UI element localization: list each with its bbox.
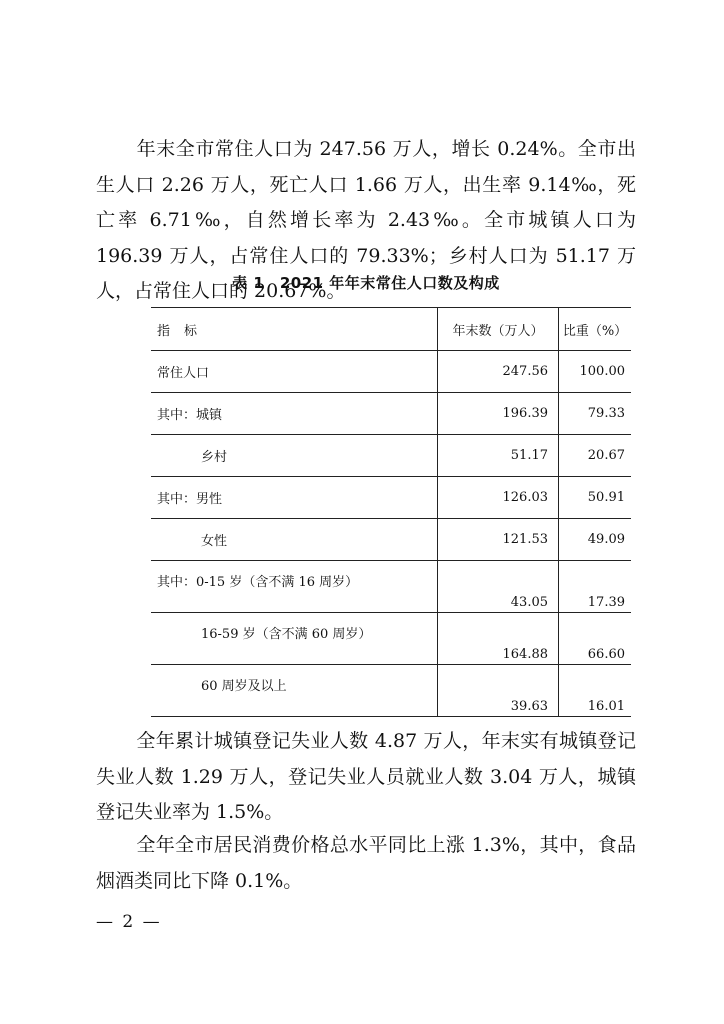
table-row <box>151 351 631 393</box>
paragraph-unemployment-text: 全年累计城镇登记失业人数 4.87 万人，年末实有城镇登记失业人数 1.29 万人，登记失业人员就业人数 3.04 万人，城镇登记失业率为 1.5%。 <box>96 730 636 823</box>
row-value: 196.39 <box>438 393 559 435</box>
row-value: 51.17 <box>438 435 559 477</box>
row-label: 60 周岁及以上 <box>151 665 438 717</box>
row-value: 126.03 <box>438 477 559 519</box>
table-row <box>151 613 631 665</box>
table-row <box>151 393 631 435</box>
row-share: 17.39 <box>559 561 632 613</box>
row-share: 100.00 <box>559 351 632 393</box>
page-number: — 2 — <box>96 912 162 932</box>
row-share: 20.67 <box>559 435 632 477</box>
row-share: 50.91 <box>559 477 632 519</box>
row-value: 39.63 <box>438 665 559 717</box>
table-row <box>151 561 631 613</box>
row-label: 其中：男性 <box>151 477 438 519</box>
paragraph-unemployment <box>96 724 636 831</box>
row-share: 79.33 <box>559 393 632 435</box>
row-share: 66.60 <box>559 613 632 665</box>
row-value: 247.56 <box>438 351 559 393</box>
row-value: 121.53 <box>438 519 559 561</box>
header-year-end: 年末数（万人） <box>438 308 559 351</box>
row-label: 其中：城镇 <box>151 393 438 435</box>
row-label: 乡村 <box>151 435 438 477</box>
row-label: 常住人口 <box>151 351 438 393</box>
row-value: 43.05 <box>438 561 559 613</box>
population-table <box>151 307 631 717</box>
table-row <box>151 435 631 477</box>
row-value: 164.88 <box>438 613 559 665</box>
table-caption: 表 1 2021 年年末常住人口数及构成 <box>232 274 500 292</box>
paragraph-cpi <box>96 828 636 899</box>
row-label: 女性 <box>151 519 438 561</box>
paragraph-cpi-text: 全年全市居民消费价格总水平同比上涨 1.3%，其中，食品烟酒类同比下降 0.1%。 <box>96 834 636 892</box>
table-row <box>151 665 631 717</box>
row-share: 16.01 <box>559 665 632 717</box>
row-label: 其中：0-15 岁（含不满 16 周岁） <box>151 561 438 613</box>
table-row <box>151 477 631 519</box>
row-label: 16-59 岁（含不满 60 周岁） <box>151 613 438 665</box>
table-header-row <box>151 308 631 351</box>
paragraph-population-text: 年末全市常住人口为 247.56 万人，增长 0.24%。全市出生人口 2.26 万人，死亡人口 1.66 万人，出生率 9.14‰，死亡率 6.71‰，自然增长率为 2.43‰。全市城镇人口为 196.39 万人，占常住人口的 79.33%；乡村人口为 51.17 万人，占常住人口的 20.67%。 <box>96 138 636 302</box>
header-share: 比重（%） <box>559 308 632 351</box>
row-share: 49.09 <box>559 519 632 561</box>
table-row <box>151 519 631 561</box>
header-indicator: 指标 <box>151 308 438 351</box>
